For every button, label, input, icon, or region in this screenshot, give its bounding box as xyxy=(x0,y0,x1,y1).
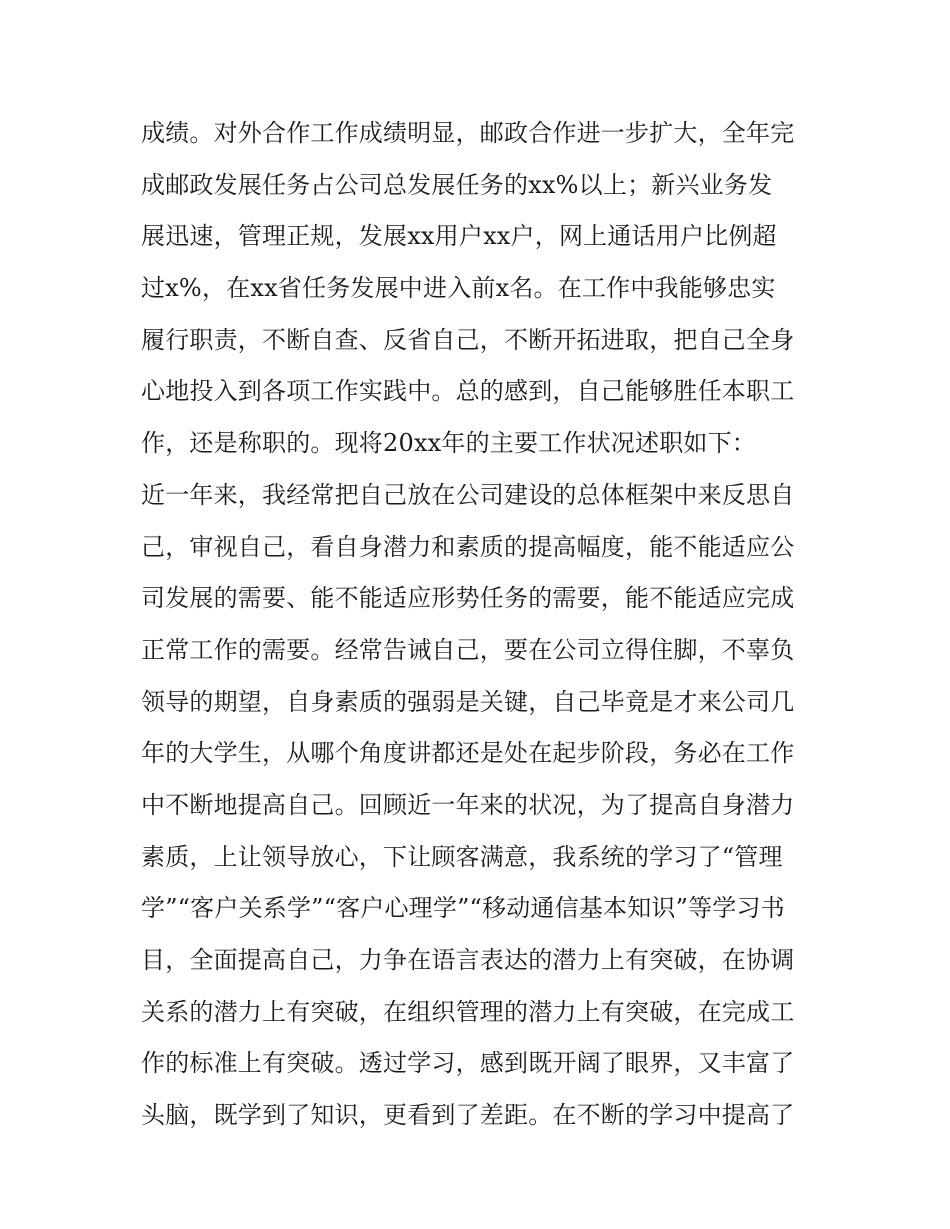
text-line: 中不断地提高自己。回顾近一年来的状况，为了提高自身潜力 xyxy=(141,790,795,819)
text-line: 成绩。对外合作工作成绩明显，邮政合作进一步扩大，全年完 xyxy=(141,119,795,147)
text-line: 司发展的需要、能不能适应形势任务的需要，能不能适应完成 xyxy=(141,584,795,613)
text-line: 正常工作的需要。经常告诫自己，要在公司立得住脚，不辜负 xyxy=(141,635,795,664)
text-line: 目，全面提高自己，力争在语言表达的潜力上有突破，在协调 xyxy=(141,946,795,974)
text-line: 己，审视自己，看自身潜力和素质的提高幅度，能不能适应公 xyxy=(141,532,795,561)
text-line: 近一年来，我经常把自己放在公司建设的总体框架中来反思自 xyxy=(141,480,795,509)
text-line: 作的标准上有突破。透过学习，感到既开阔了眼界，又丰富了 xyxy=(141,1049,795,1078)
text-line: 年的大学生，从哪个角度讲都还是处在起步阶段，务必在工作 xyxy=(141,739,795,768)
text-line: 心地投入到各项工作实践中。总的感到，自己能够胜任本职工 xyxy=(141,377,795,406)
text-line: 展迅速，管理正规，发展xx用户xx户，网上通话用户比例超 xyxy=(141,222,777,251)
body-text xyxy=(141,108,821,1142)
text-line: 履行职责，不断自查、反省自己，不断开拓进取，把自己全身 xyxy=(141,325,795,354)
text-line: 过x%，在xx省任务发展中进入前x名。在工作中我能够忠实 xyxy=(141,274,776,303)
text-line: 作，还是称职的。现将20xx年的主要工作状况述职如下： xyxy=(141,429,757,458)
text-line: 领导的期望，自身素质的强弱是关键，自己毕竟是才来公司几 xyxy=(141,687,795,716)
text-line: 素质，上让领导放心，下让顾客满意，我系统的学习了“管理 xyxy=(141,842,783,871)
text-line: 头脑，既学到了知识，更看到了差距。在不断的学习中提高了 xyxy=(141,1101,795,1130)
text-line: 成邮政发展任务占公司总发展任务的xx%以上；新兴业务发 xyxy=(141,170,773,199)
text-line: 关系的潜力上有突破，在组织管理的潜力上有突破，在完成工 xyxy=(141,997,795,1026)
text-line: 学”“客户关系学”“客户心理学”“移动通信基本知识”等学习书 xyxy=(141,894,785,923)
